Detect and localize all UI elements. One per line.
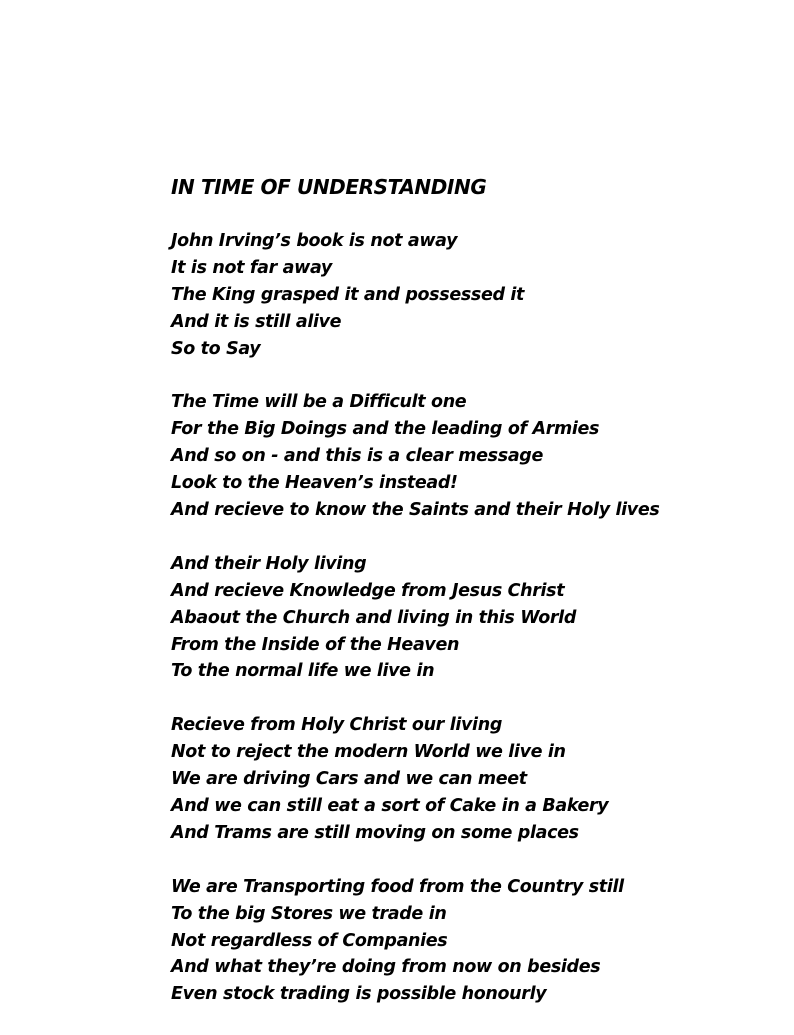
poem-line: And Trams are still moving on some places: [171, 822, 579, 843]
poem-line: And recieve to know the Saints and their Holy lives: [171, 500, 660, 521]
poem-line: We are Transporting food from the Country still: [171, 876, 624, 897]
poem-line: From the Inside of the Heaven: [171, 634, 460, 655]
poem-line: And recieve Knowledge from Jesus Christ: [171, 580, 565, 601]
poem-line: We are driving Cars and we can meet: [171, 769, 527, 790]
poem-line: And we can still eat a sort of Cake in a Bakery: [171, 796, 609, 817]
poem-line: Abaout the Church and living in this World: [171, 607, 576, 628]
stanza-4: [171, 712, 771, 846]
poem-line: John Irving’s book is not away: [171, 231, 458, 251]
stanza-1: [171, 228, 771, 362]
poem-line: Not to reject the modern World we live in: [171, 742, 566, 763]
poem-line: And what they’re doing from now on besides: [171, 957, 601, 978]
document-page: [171, 173, 771, 1035]
stanza-5: [171, 874, 771, 1008]
poem-line: To the big Stores we trade in: [171, 903, 447, 924]
poem-line: The Time will be a Difficult one: [171, 392, 467, 413]
stanza-2: [171, 389, 771, 523]
poem-line: The King grasped it and possessed it: [171, 284, 525, 305]
poem-line: Look to the Heaven’s instead!: [171, 473, 458, 494]
poem-line: And so on - and this is a clear message: [171, 446, 543, 467]
poem-line: Recieve from Holy Christ our living: [171, 715, 502, 736]
poem-line: And it is still alive: [171, 311, 342, 332]
poem-line: So to Say: [171, 338, 261, 359]
poem-line: Not regardless of Companies: [171, 930, 448, 951]
stanza-3: [171, 551, 771, 685]
poem-line: Even stock trading is possible honourly: [171, 984, 547, 1005]
poem-line: And their Holy living: [171, 553, 367, 574]
poem-line: To the normal life we live in: [171, 661, 435, 682]
poem-title: IN TIME OF UNDERSTANDING: [171, 175, 487, 199]
poem-line: It is not far away: [171, 257, 332, 278]
poem-line: For the Big Doings and the leading of Armies: [171, 419, 600, 440]
